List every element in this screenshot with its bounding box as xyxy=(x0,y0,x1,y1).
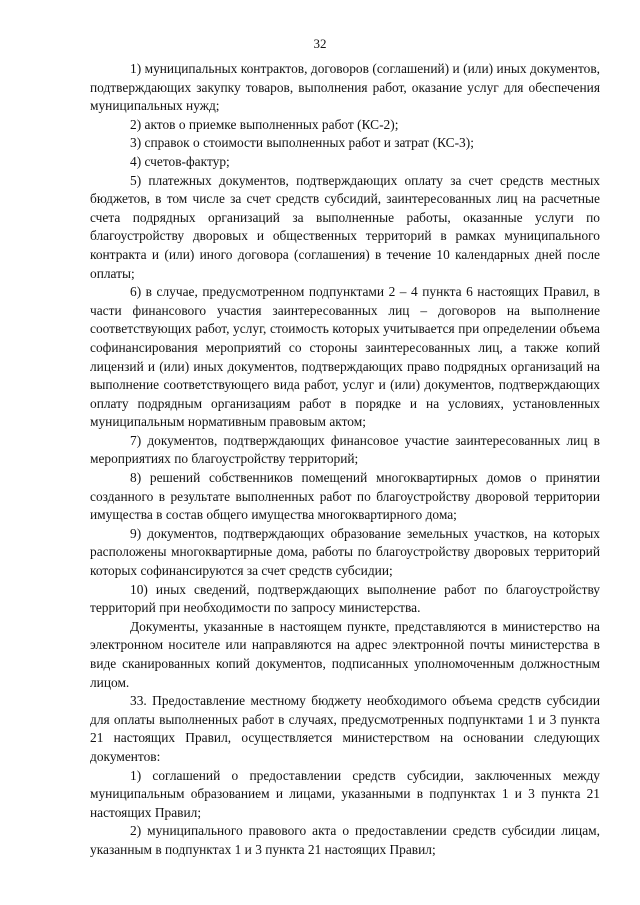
paragraph: 8) решений собственников помещений многоквартирных домов о принятии созданного в результате выполненных работ по благоустройству дворовой территории имущества в состав общего имущества многоквартирного дома; xyxy=(90,470,600,523)
paragraph: 5) платежных документов, подтверждающих оплату за счет средств местных бюджетов, в том числе за счет средств субсидий, заинтересованных лиц на расчетные счета подрядных организаций за выполненные работы, оказанные услуги по благоустройству дворовых и общественных территорий в рамках муниципального контракта и (или) иного договора (соглашения) в течение 10 календарных дней после оплаты; xyxy=(90,172,600,281)
paragraph: 9) документов, подтверждающих образование земельных участков, на которых расположены многоквартирные дома, работы по благоустройству дворовых территорий которых софинансируются за счет средств субсидии; xyxy=(90,525,600,579)
paragraph: 1) муниципальных контрактов, договоров (соглашений) и (или) иных документов, подтверждающих закупку товаров, выполнения работ, оказание услуг для обеспечения муниципальных нужд; xyxy=(90,61,600,114)
paragraph: Документы, указанные в настоящем пункте, представляются в министерство на электронном носителе или направляются на адрес электронной почты министерства в виде сканированных копий документов, подписанных уполномоченным должностным лицом. xyxy=(90,618,600,690)
paragraph: 3) справок о стоимости выполненных работ и затрат (КС-3); xyxy=(130,135,474,151)
page-number: 32 xyxy=(313,36,327,51)
paragraph: 1) соглашений о предоставлении средств субсидии, заключенных между муниципальным образованием и лицами, указанными в подпунктах 1 и 3 пункта 21 настоящих Правил; xyxy=(90,767,600,820)
paragraph: 10) иных сведений, подтверждающих выполнение работ по благоустройству территорий при необходимости по запросу министерства. xyxy=(90,581,600,616)
paragraph: 2) муниципального правового акта о предоставлении средств субсидии лицам, указанным в подпунктах 1 и 3 пункта 21 настоящих Правил; xyxy=(90,823,600,857)
paragraph: 7) документов, подтверждающих финансовое участие заинтересованных лиц в мероприятиях по благоустройству территорий; xyxy=(90,432,600,467)
paragraph: 33. Предоставление местному бюджету необходимого объема средств субсидии для оплаты выполненных работ в случаях, предусмотренных подпунктами 1 и 3 пункта 21 настоящих Правил, осуществляется министерством на основании следующих документов: xyxy=(90,693,600,764)
document-body xyxy=(90,60,600,860)
paragraph: 4) счетов-фактур; xyxy=(130,153,230,169)
paragraph: 2) актов о приемке выполненных работ (КС-2); xyxy=(130,116,399,132)
paragraph: 6) в случае, предусмотренном подпунктами 2 – 4 пункта 6 настоящих Правил, в части финансового участия заинтересованных лиц – договоров на выполнение соответствующих работ, услуг, стоимость которых учитывается при определении объема софинансирования мероприятий со стороны заинтересованных лиц, а также копий лицензий и (или) иных документов, подтверждающих право подрядных организаций на выполнение соответствующего вида работ, услуг и (или) документов, подтверждающих оплату подрядным организациям работ в порядке и на условиях, установленных муниципальным нормативным правовым актом; xyxy=(90,284,600,430)
